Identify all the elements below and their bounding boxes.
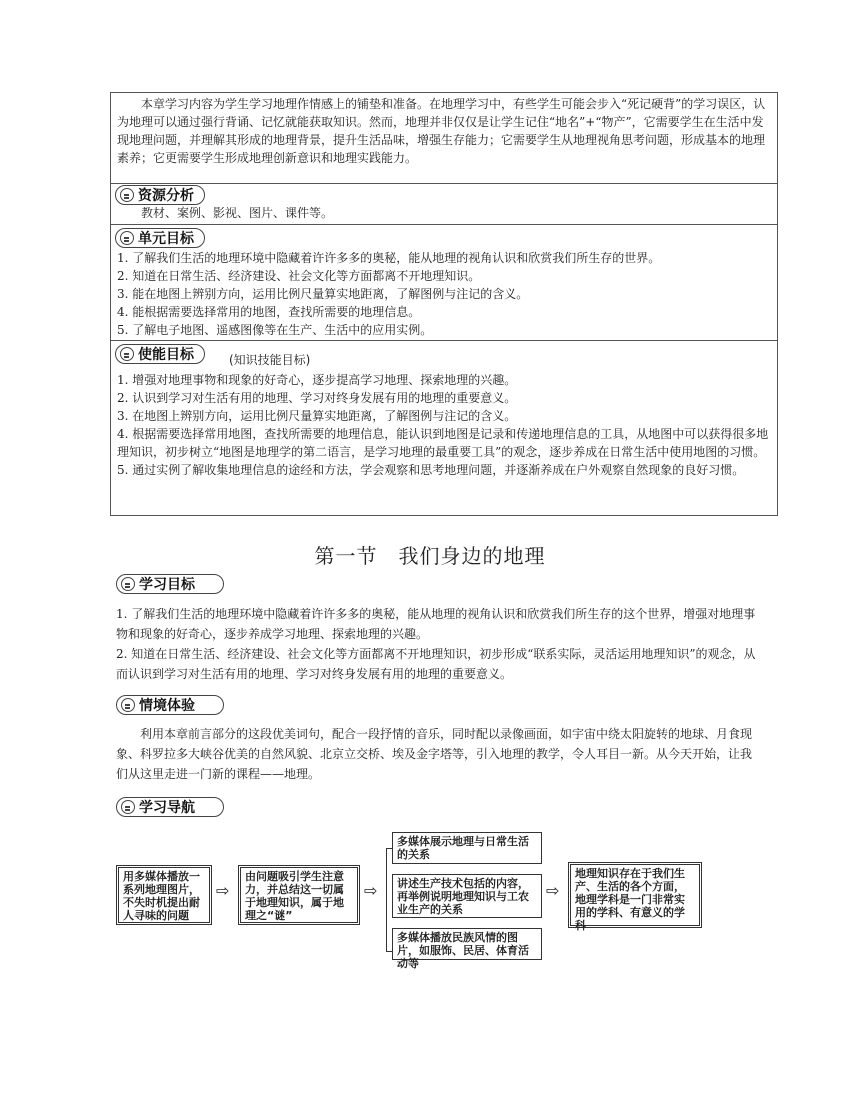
section-title: 第一节 我们身边的地理 (314, 544, 546, 568)
ability-goals-row (111, 340, 777, 517)
list-item: 4. 能根据需要选择常用的地图，查找所需要的地理信息。 (117, 305, 421, 319)
book-icon (120, 231, 134, 245)
list-item: 5. 通过实例了解收集地理信息的途经和方法，学会观察和思考地理问题，并逐渐养成在户外观察自然现象的良好习惯。 (117, 463, 745, 477)
book-icon (120, 188, 134, 202)
intro-paragraph: 本章学习内容为学生学习地理作情感上的铺垫和准备。在地理学习中，有些学生可能会步入“死记硬背”的学习误区，认为地理可以通过强行背诵、记忆就能获取知识。然而，地理并非仅仅是让学生记住“地名”+“物产”，它需要学生在生活中发现地理问题，并理解其形成的地理背景，提升生活品味，增强生存能力；它需要学生从地理视角思考问题，形成基本的地理素养；它更需要学生形成地理创新意识和地理实践能力。 (117, 97, 766, 165)
resources-text: 教材、案例、影视、图片、课件等。 (141, 206, 334, 220)
resources-badge (115, 185, 205, 205)
list-item: 5. 了解电子地图、遥感图像等在生产、生活中的应用实例。 (117, 323, 433, 337)
ability-goals-aside: (知识技能目标) (229, 353, 311, 367)
learning-goals-heading: 学习目标 (139, 577, 195, 593)
flow-box-3a: 多媒体展示地理与日常生活的关系 (392, 832, 542, 864)
flow-box-3b: 讲述生产技术包括的内容，再举例说明地理知识与工农业生产的关系 (392, 874, 542, 918)
navigation-heading: 学习导航 (139, 800, 195, 816)
list-item: 1. 了解我们生活的地理环境中隐藏着许许多多的奥秘，能从地理的视角认识和欣赏我们所生存的世界。 (117, 251, 661, 265)
list-item: 2. 认识到学习对生活有用的地理、学习对终身发展有用的地理的重要意义。 (117, 391, 517, 405)
list-item: 1. 增强对地理事物和现象的好奇心，逐步提高学习地理、探索地理的兴趣。 (117, 373, 517, 387)
ability-goals-heading: 使能目标 (138, 347, 194, 363)
list-item: 4. 根据需要选择常用地图，查找所需要的地理信息，能认识到地图是记录和传递地理信息的工具，从地图中可以获得很多地理知识，初步树立“地图是地理学的第二语言，是学习地理的最重要工具”的观念，逐步养成在日常生活中使用地图的习惯。 (117, 427, 769, 459)
list-item: 3. 在地图上辨别方向，运用比例尺量算实地距离，了解图例与注记的含义。 (117, 409, 517, 423)
unit-goals-heading: 单元目标 (138, 231, 194, 247)
list-item: 2. 知道在日常生活、经济建设、社会文化等方面都离不开地理知识。 (117, 269, 481, 283)
book-icon (120, 347, 134, 361)
scenario-text: 利用本章前言部分的这段优美词句，配合一段抒情的音乐，同时配以录像画面，如宇宙中绕太阳旋转的地球、月食现象、科罗拉多大峡谷优美的自然风貌、北京立交桥、埃及金字塔等，引入地理的教学，令人耳目一新。从今天开始，让我们从这里走进一门新的课程——地理。 (116, 727, 753, 781)
scenario-badge (116, 695, 224, 715)
scenario-heading: 情境体验 (139, 698, 195, 714)
resources-heading: 资源分析 (138, 188, 194, 204)
book-icon (121, 698, 135, 712)
arrow-right-icon: ⇨ (364, 881, 378, 900)
list-item: 2. 知道在日常生活、经济建设、社会文化等方面都离不开地理知识，初步形成“联系实际，灵活运用地理知识”的观念，从而认识到学习对生活有用的地理、学习对终身发展有用的地理的重要意义。 (116, 647, 756, 681)
unit-overview-table (110, 92, 778, 516)
list-item: 1. 了解我们生活的地理环境中隐藏着许许多多的奥秘，能从地理的视角认识和欣赏我们所生存的这个世界，增强对地理事物和现象的好奇心，逐步养成学习地理、探索地理的兴趣。 (116, 607, 756, 641)
arrow-right-icon: ⇨ (546, 881, 560, 900)
flow-box-4: 地理知识存在于我们生产、生活的各个方面，地理学科是一门非常实用的学科、有意义的学科 (568, 862, 702, 928)
navigation-badge (116, 797, 224, 817)
ability-goals-badge (115, 344, 205, 364)
flow-box-2: 由问题吸引学生注意力，并总结这一切属于地理知识，属于地理之“谜” (238, 865, 360, 925)
book-icon (121, 800, 135, 814)
flow-box-1: 用多媒体播放一系列地理图片，不失时机提出耐人寻味的问题 (116, 865, 212, 925)
book-icon (121, 577, 135, 591)
unit-goals-row (111, 224, 777, 341)
list-item: 3. 能在地图上辨别方向，运用比例尺量算实地距离，了解图例与注记的含义。 (117, 287, 529, 301)
resources-row (111, 183, 777, 222)
unit-goals-badge (115, 228, 205, 248)
unit-goals-list (117, 249, 771, 339)
arrow-right-icon: ⇨ (216, 881, 230, 900)
learning-goals-list (116, 604, 756, 684)
ability-goals-list (117, 371, 771, 479)
flow-box-3c: 多媒体播放民族风情的图片，如服饰、民居、体育活动等 (392, 928, 542, 960)
learning-goals-badge (116, 574, 224, 594)
